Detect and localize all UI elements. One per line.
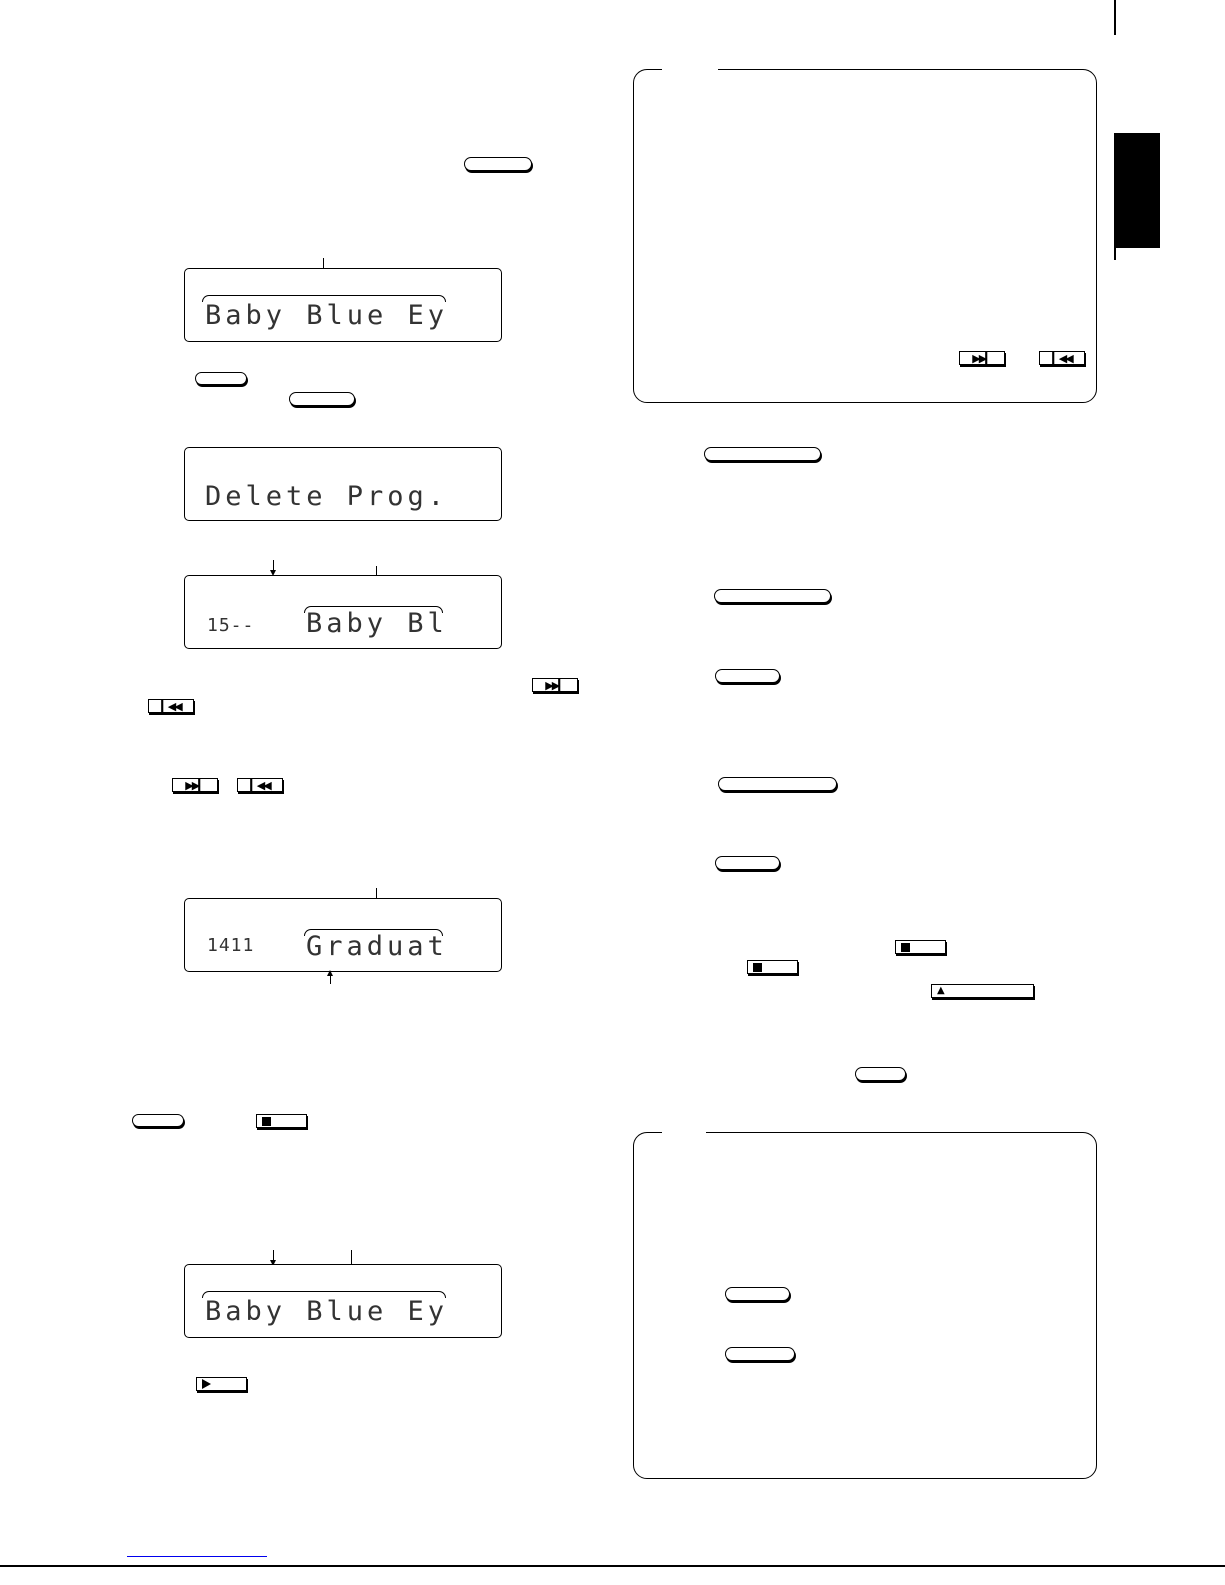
- lcd-track-number: 15--: [207, 615, 255, 636]
- enter-button[interactable]: [855, 1067, 906, 1081]
- note-box: [633, 1132, 1097, 1479]
- skip-forward-button[interactable]: [172, 778, 218, 792]
- mode-button[interactable]: [132, 1114, 184, 1127]
- indicator-line: [273, 1250, 274, 1260]
- lcd-text: Delete Prog.: [205, 481, 449, 512]
- lcd-display-4: [184, 898, 502, 972]
- step-button[interactable]: [464, 157, 532, 171]
- eject-icon: ▲: [937, 985, 945, 996]
- stop-icon: [262, 1117, 271, 1126]
- lcd-text: Baby Blue Ey: [205, 300, 449, 331]
- mode-button[interactable]: [715, 669, 780, 683]
- page-divider-line-lower: [1114, 248, 1116, 260]
- eject-button[interactable]: [931, 984, 1034, 998]
- lcd-display-5: [184, 1264, 502, 1338]
- lcd-text: Baby Bl: [306, 608, 448, 639]
- lcd-text: Baby Blue Ey: [205, 1296, 449, 1327]
- enter-button[interactable]: [289, 392, 355, 406]
- skip-forward-button[interactable]: [959, 351, 1005, 365]
- mode-button[interactable]: [195, 372, 247, 385]
- lcd-track-number: 1411: [207, 935, 255, 956]
- stop-button[interactable]: [895, 940, 946, 954]
- skip-forward-icon: ▶▶▎: [972, 351, 992, 365]
- footer-rule: [0, 1565, 1225, 1567]
- skip-forward-icon: ▶▶▎: [545, 678, 565, 692]
- indicator-line: [330, 976, 331, 984]
- indicator-line: [273, 560, 274, 570]
- stop-icon: [901, 943, 910, 952]
- skip-back-button[interactable]: [237, 778, 283, 792]
- skip-back-icon: ▎◀◀: [161, 699, 181, 713]
- mode-button[interactable]: [715, 856, 780, 870]
- stop-button[interactable]: [256, 1114, 307, 1128]
- skip-back-button[interactable]: [148, 699, 194, 713]
- note-box-tab: [662, 1130, 706, 1134]
- mode-button[interactable]: [725, 1347, 795, 1361]
- play-icon: [202, 1379, 211, 1389]
- lcd-display-1: [184, 268, 502, 342]
- note-box-tab: [662, 67, 718, 71]
- skip-back-icon: ▎◀◀: [1052, 351, 1072, 365]
- section-tab: [1114, 133, 1160, 248]
- function-button[interactable]: [704, 447, 821, 461]
- lcd-display-2: [184, 447, 502, 521]
- lcd-text: Graduat: [306, 931, 448, 962]
- play-button[interactable]: [196, 1377, 247, 1391]
- note-box: [633, 69, 1097, 403]
- skip-forward-button[interactable]: [532, 678, 578, 692]
- stop-icon: [753, 963, 762, 972]
- skip-back-button[interactable]: [1039, 351, 1085, 365]
- skip-back-icon: ▎◀◀: [250, 778, 270, 792]
- page-divider-line: [1114, 0, 1116, 35]
- lcd-display-3: [184, 575, 502, 649]
- function-button[interactable]: [714, 589, 831, 603]
- mode-button[interactable]: [725, 1287, 790, 1301]
- function-button[interactable]: [718, 777, 837, 791]
- footer-link-underline[interactable]: [127, 1556, 267, 1557]
- stop-button[interactable]: [747, 960, 798, 974]
- skip-forward-icon: ▶▶▎: [185, 778, 205, 792]
